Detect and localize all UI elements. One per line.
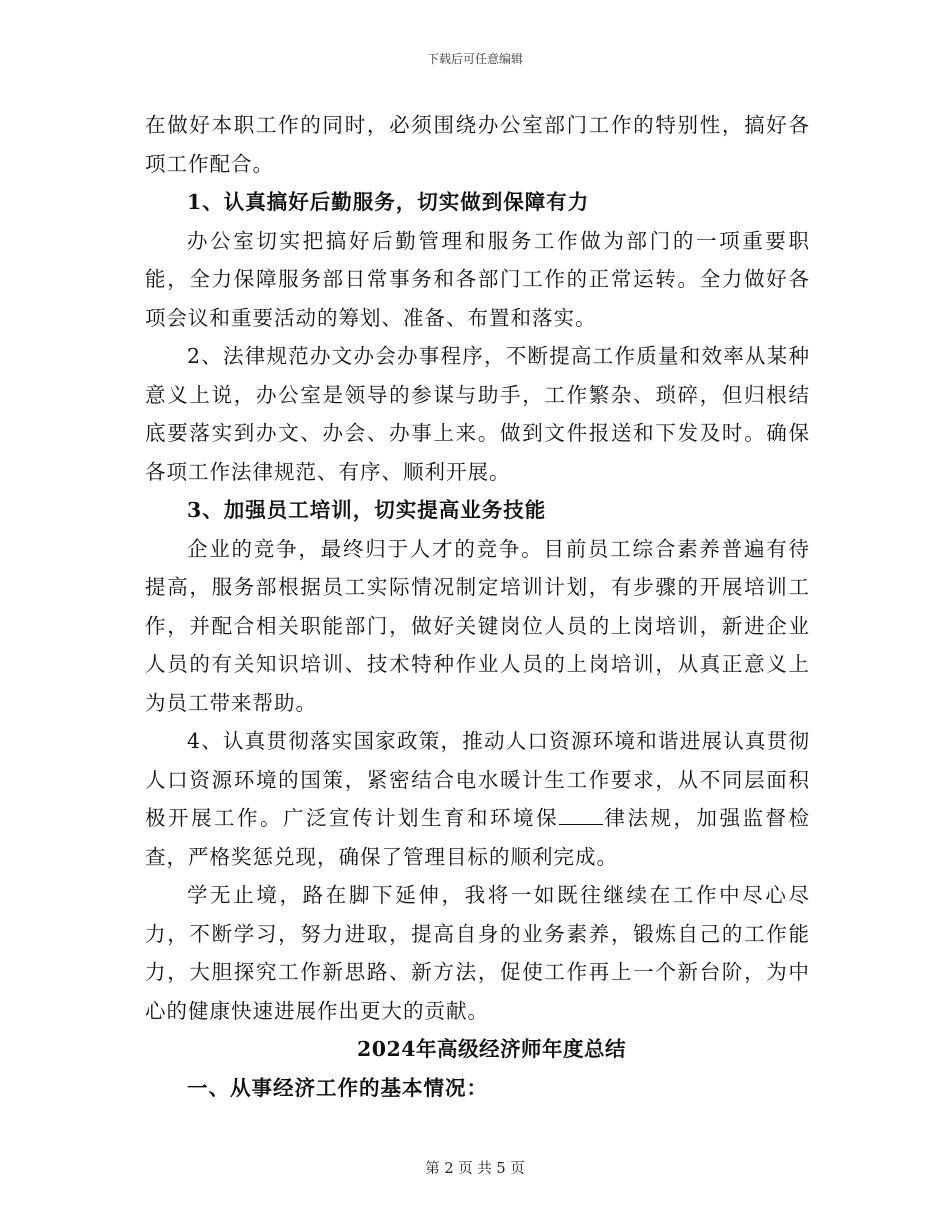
paragraph-conclusion: 学无止境，路在脚下延伸，我将一如既往继续在工作中尽心尽力，不断学习，努力进取，提高自身的业务素养，锻炼自己的工作能力，大胆探究工作新思路、新方法，促使工作再上一个新台阶，为中心的健康快速进展作出更大的贡献。	[145, 883, 810, 1023]
section-heading-logistics: 1、认真搞好后勤服务，切实做到保障有力	[187, 190, 590, 214]
paragraph-policy	[145, 722, 810, 876]
section-heading-training: 3、加强员工培训，切实提高业务技能	[187, 498, 547, 522]
paragraph-procedures: 2、法律规范办文办会办事程序，不断提高工作质量和效率从某种意义上说，办公室是领导的参谋与助手，工作繁杂、琐碎，但归根结底要落实到办文、办会、办事上来。做到文件报送和下发及时。确保各项工作法律规范、有序、顺利开展。	[145, 344, 810, 484]
page-footer: 第 2 页 共 5 页	[425, 1161, 525, 1177]
page-header: 下载后可任意编辑	[426, 52, 523, 66]
paragraph-policy-part2: 律法规，加强监督检查，严格奖惩兑现，确保了管理目标的顺利完成。	[145, 806, 810, 869]
document-title: 2024年高级经济师年度总结	[356, 1037, 627, 1061]
blank-underline	[559, 806, 603, 825]
paragraph-training: 企业的竞争，最终归于人才的竞争。目前员工综合素养普遍有待提高，服务部根据员工实际情况制定培训计划，有步骤的开展培训工作，并配合相关职能部门，做好关键岗位人员的上岗培训，新进企业人员的有关知识培训、技术特种作业人员的上岗培训，从真正意义上为员工带来帮助。	[145, 536, 810, 715]
paragraph-intro: 在做好本职工作的同时，必须围绕办公室部门工作的特别性，搞好各项工作配合。	[145, 113, 810, 176]
paragraph-logistics: 办公室切实把搞好后勤管理和服务工作做为部门的一项重要职能，全力保障服务部日常事务和各部门工作的正常运转。全力做好各项会议和重要活动的筹划、准备、布置和落实。	[145, 228, 810, 330]
document-body	[145, 106, 810, 1107]
paragraph-policy-part1: 4、认真贯彻落实国家政策，推动人口资源环境和谐进展认真贯彻人口资源环境的国策，紧密结合电水暖计生工作要求，从不同层面积极开展工作。广泛宣传计划生育和环境保	[145, 729, 810, 830]
section-heading-basic-info: 一、从事经济工作的基本情况：	[187, 1075, 488, 1100]
